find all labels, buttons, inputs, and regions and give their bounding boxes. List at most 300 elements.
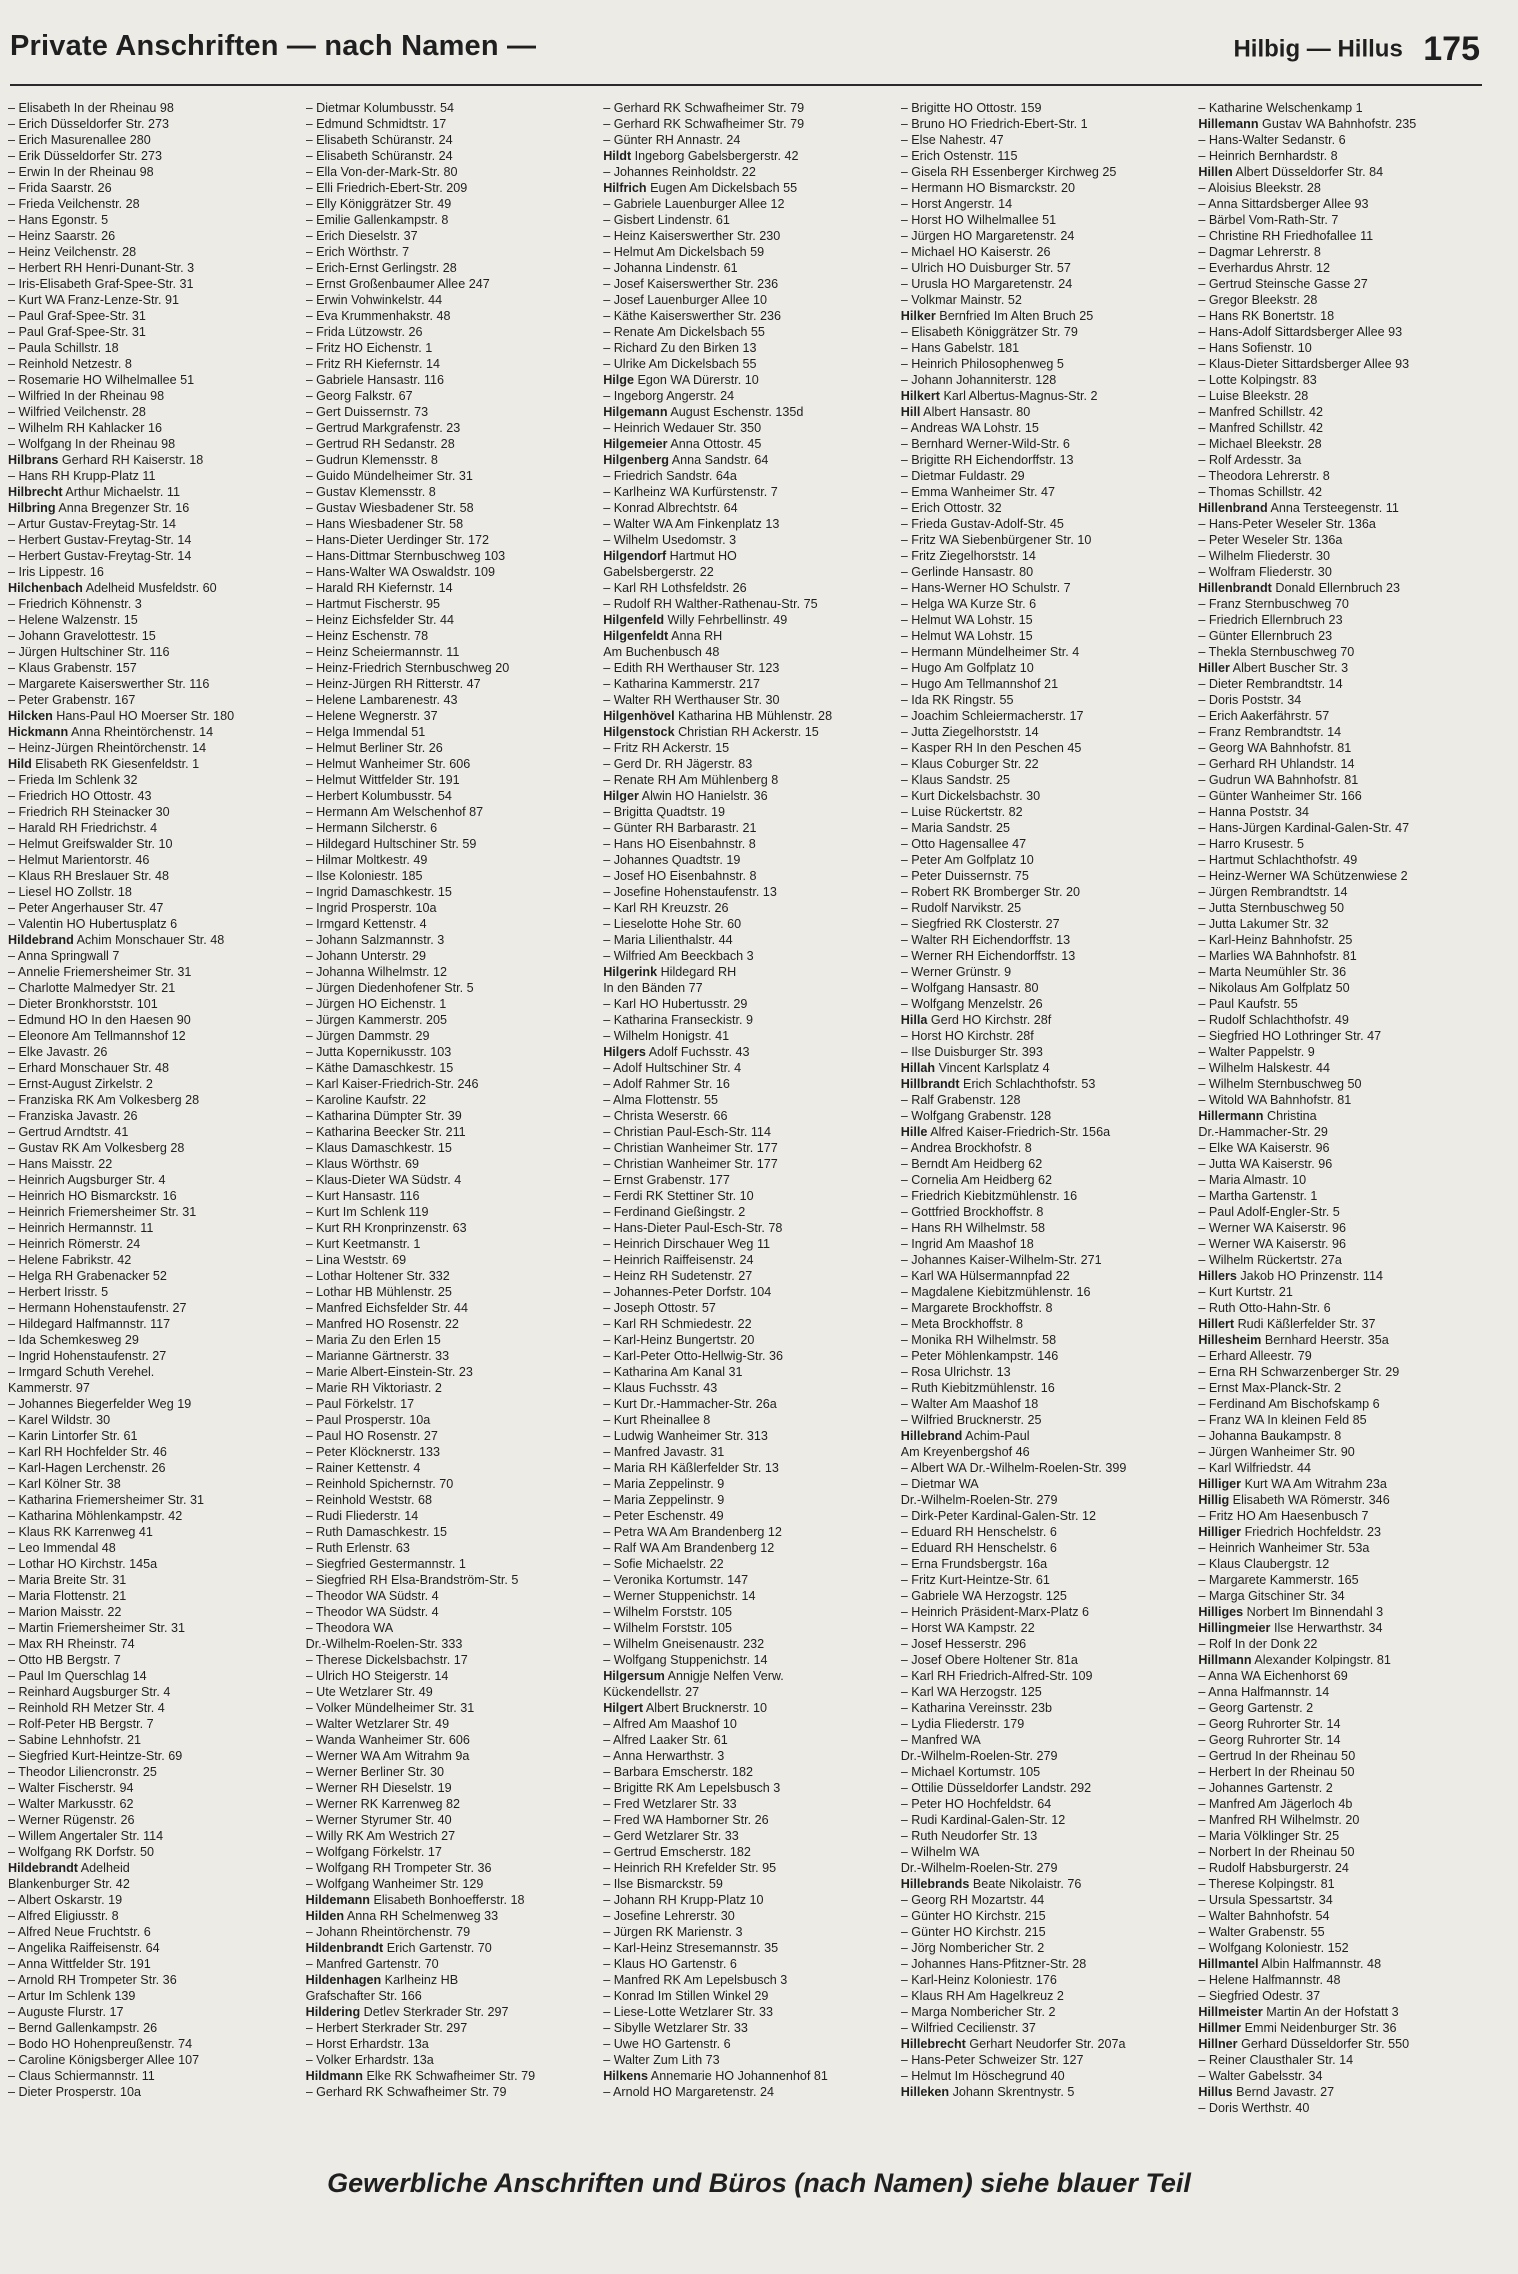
directory-entry: – Walter Fischerstr. 94 <box>8 1781 134 1795</box>
footer-note: Gewerbliche Anschriften und Büros (nach Namen) siehe blauer Teil <box>327 2168 1191 2198</box>
directory-entry: – Paul Im Querschlag 14 <box>8 1669 147 1683</box>
directory-entry: – Hans Maisstr. 22 <box>8 1157 113 1171</box>
directory-entry: – Klaus Coburger Str. 22 <box>900 757 1039 771</box>
directory-entry: – Lina Weststr. 69 <box>305 1253 407 1267</box>
directory-entry: – Wilhelm Fliederstr. 30 <box>1198 549 1330 563</box>
directory-entry: – Wilhelm WA <box>900 1845 980 1859</box>
directory-entry: – Bärbel Vom-Rath-Str. 7 <box>1198 213 1339 227</box>
directory-entry: – Friedrich RH Steinacker 30 <box>8 805 170 819</box>
directory-entry: – Siegfried Gestermannstr. 1 <box>305 1557 466 1571</box>
directory-entry: – Wilhelm Halskestr. 44 <box>1198 1061 1330 1075</box>
directory-entry: – Günter HO Kirchstr. 215 <box>900 1909 1046 1923</box>
directory-entry: Hilgenhövel Katharina HB Mühlenstr. 28 <box>603 709 833 723</box>
directory-entry: Hilkert Karl Albertus-Magnus-Str. 2 <box>900 389 1098 403</box>
directory-entry: – Wilhelm Honigstr. 41 <box>603 1029 730 1043</box>
directory-entry: – Edmund Schmidtstr. 17 <box>305 117 447 131</box>
directory-entry: – Peter Am Golfplatz 10 <box>900 853 1034 867</box>
directory-entry: – Harald RH Friedrichstr. 4 <box>8 821 158 835</box>
directory-entry: – Kasper RH In den Peschen 45 <box>900 741 1082 755</box>
directory-entry: – Jürgen Wanheimer Str. 90 <box>1198 1445 1355 1459</box>
directory-entry: – Horst Angerstr. 14 <box>900 197 1013 211</box>
directory-entry: – Johannes Gartenstr. 2 <box>1198 1781 1333 1795</box>
directory-entry: Dr.-Wilhelm-Roelen-Str. 333 <box>305 1637 463 1651</box>
directory-entry: Hilgenfeldt Anna RH <box>603 629 723 643</box>
directory-entry: – Luise Bleekstr. 28 <box>1198 389 1309 403</box>
directory-entry: Dr.-Hammacher-Str. 29 <box>1198 1125 1328 1139</box>
directory-entry: – Caroline Königsberger Allee 107 <box>8 2053 200 2067</box>
directory-entry: – Ulrich HO Duisburger Str. 57 <box>900 261 1071 275</box>
directory-entry: – Günter RH Annastr. 24 <box>603 133 741 147</box>
directory-entry: – Alma Flottenstr. 55 <box>603 1093 718 1107</box>
directory-entry: – Klaus Grabenstr. 157 <box>8 661 137 675</box>
directory-entry: – Kurt Keetmanstr. 1 <box>305 1237 421 1251</box>
directory-entry: – Wilhelm Forststr. 105 <box>603 1621 732 1635</box>
directory-entry: – Marta Neumühler Str. 36 <box>1198 965 1347 979</box>
directory-entry: – Walter RH Werthauser Str. 30 <box>603 693 780 707</box>
directory-entry: – Maria Zu den Erlen 15 <box>305 1333 441 1347</box>
directory-entry: – Ernst-August Zirkelstr. 2 <box>8 1077 153 1091</box>
directory-entry: – Herbert In der Rheinau 50 <box>1198 1765 1355 1779</box>
directory-entry: – Werner RH Dieselstr. 19 <box>305 1781 452 1795</box>
directory-entry: – Petra WA Am Brandenberg 12 <box>603 1525 782 1539</box>
directory-entry: – Käthe Damaschkestr. 15 <box>305 1061 454 1075</box>
directory-entry: – Eduard RH Henschelstr. 6 <box>900 1541 1057 1555</box>
directory-entry: – Josef Kaiserswerther Str. 236 <box>603 277 779 291</box>
directory-columns <box>8 100 1488 2130</box>
directory-entry: – Walter Pappelstr. 9 <box>1198 1045 1315 1059</box>
directory-entry: – Aloisius Bleekstr. 28 <box>1198 181 1321 195</box>
directory-entry: – Manfred Am Jägerloch 4b <box>1198 1797 1353 1811</box>
directory-entry: – Gerd Dr. RH Jägerstr. 83 <box>603 757 753 771</box>
directory-entry: – Gert Duissernstr. 73 <box>305 405 429 419</box>
directory-entry: – Walter Grabenstr. 55 <box>1198 1925 1325 1939</box>
directory-entry: – Paul Graf-Spee-Str. 31 <box>8 325 146 339</box>
directory-entry: – Johanna Lindenstr. 61 <box>603 261 738 275</box>
directory-entry: – Gertrud In der Rheinau 50 <box>1198 1749 1356 1763</box>
directory-entry: – Bruno HO Friedrich-Ebert-Str. 1 <box>900 117 1088 131</box>
directory-entry: – Ida RK Ringstr. 55 <box>900 693 1014 707</box>
directory-entry: – Reinhold Weststr. 68 <box>305 1493 433 1507</box>
directory-entry: – Gustav Wiesbadener Str. 58 <box>305 501 474 515</box>
directory-entry: – Hans-Walter Sedanstr. 6 <box>1198 133 1346 147</box>
directory-entry: – Elli Friedrich-Ebert-Str. 209 <box>305 181 468 195</box>
directory-entry: – Hartmut Fischerstr. 95 <box>305 597 440 611</box>
directory-entry: – Hans Egonstr. 5 <box>8 213 109 227</box>
directory-entry: – Ludwig Wanheimer Str. 313 <box>603 1429 768 1443</box>
directory-entry: Hillah Vincent Karlsplatz 4 <box>900 1061 1050 1075</box>
directory-entry: – Heinz-Jürgen Rheintörchenstr. 14 <box>8 741 207 755</box>
directory-entry: – Klaus Sandstr. 25 <box>900 773 1010 787</box>
directory-entry: – Hans Gabelstr. 181 <box>900 341 1020 355</box>
directory-entry: – Auguste Flurstr. 17 <box>8 2005 124 2019</box>
directory-entry: – Karl-Heinz Koloniestr. 176 <box>900 1973 1057 1987</box>
directory-entry: – Herbert Gustav-Freytag-Str. 14 <box>8 549 192 563</box>
directory-entry: – Heinrich RH Krefelder Str. 95 <box>603 1861 777 1875</box>
directory-entry: – Jürgen HO Margaretenstr. 24 <box>900 229 1075 243</box>
directory-entry: – Maria Sandstr. 25 <box>900 821 1010 835</box>
directory-entry: – Helmut WA Lohstr. 15 <box>900 629 1033 643</box>
directory-entry: – Werner Rügenstr. 26 <box>8 1813 135 1827</box>
directory-entry: Kammerstr. 97 <box>8 1381 90 1395</box>
directory-entry: Hilchenbach Adelheid Musfeldstr. 60 <box>8 581 217 595</box>
directory-entry: – Walter Markusstr. 62 <box>8 1797 134 1811</box>
directory-entry: – Norbert In der Rheinau 50 <box>1198 1845 1355 1859</box>
directory-entry: – Artur Im Schlenk 139 <box>8 1989 136 2003</box>
directory-entry: – Ilse Bismarckstr. 59 <box>603 1877 723 1891</box>
directory-entry: Hiller Albert Buscher Str. 3 <box>1198 661 1349 675</box>
directory-entry: – Karl Kölner Str. 38 <box>8 1477 121 1491</box>
directory-entry: – Richard Zu den Birken 13 <box>603 341 757 355</box>
directory-entry: – Artur Gustav-Freytag-Str. 14 <box>8 517 176 531</box>
directory-entry: – Hans RH Krupp-Platz 11 <box>8 469 156 483</box>
directory-entry: – Peter Duissernstr. 75 <box>900 869 1029 883</box>
directory-entry: Kückendellstr. 27 <box>603 1685 700 1699</box>
directory-entry: – Heinz Eichsfelder Str. 44 <box>305 613 454 627</box>
directory-entry: – Georg Gartenstr. 2 <box>1198 1701 1314 1715</box>
directory-entry: – Maria Zeppelinstr. 9 <box>603 1477 725 1491</box>
directory-entry: – Valentin HO Hubertusplatz 6 <box>8 917 178 931</box>
directory-entry: – Martha Gartenstr. 1 <box>1198 1189 1318 1203</box>
directory-entry: – Frieda Im Schlenk 32 <box>8 773 138 787</box>
directory-entry: Hilbring Anna Bregenzer Str. 16 <box>8 501 190 515</box>
directory-entry: – Gertrud Steinsche Gasse 27 <box>1198 277 1368 291</box>
directory-entry: – Erhard Monschauer Str. 48 <box>8 1061 170 1075</box>
directory-entry: – Manfred WA <box>900 1733 981 1747</box>
directory-entry: – Dietmar Kolumbusstr. 54 <box>305 101 454 115</box>
directory-entry: – Ferdinand Gießingstr. 2 <box>603 1205 746 1219</box>
directory-entry: – Erna Frundsbergstr. 16a <box>900 1557 1048 1571</box>
directory-entry: – Albert Oskarstr. 19 <box>8 1893 123 1907</box>
directory-entry: – Reinhold Netzestr. 8 <box>8 357 132 371</box>
directory-entry: – Christian Wanheimer Str. 177 <box>603 1141 778 1155</box>
directory-entry: – Wolfgang RH Trompeter Str. 36 <box>305 1861 492 1875</box>
directory-entry: – Hans-Dittmar Sternbuschweg 103 <box>305 549 506 563</box>
directory-entry: – Alfred Eligiusstr. 8 <box>8 1909 119 1923</box>
directory-entry: – Ferdi RK Stettiner Str. 10 <box>603 1189 754 1203</box>
directory-entry: – Johannes-Peter Dorfstr. 104 <box>603 1285 772 1299</box>
directory-entry: – Wolfgang Förkelstr. 17 <box>305 1845 442 1859</box>
directory-entry: Hild Elisabeth RK Giesenfeldstr. 1 <box>8 757 200 771</box>
directory-entry: – Ferdinand Am Bischofskamp 6 <box>1198 1397 1380 1411</box>
directory-entry: – Renate Am Dickelsbach 55 <box>603 325 765 339</box>
directory-entry: Hilden Anna RH Schelmenweg 33 <box>305 1909 499 1923</box>
directory-entry: – Friedrich HO Ottostr. 43 <box>8 789 152 803</box>
directory-entry: – Theodor WA Südstr. 4 <box>305 1605 439 1619</box>
directory-entry: Hilgersum Annigje Nelfen Verw. <box>603 1669 784 1683</box>
directory-entry: – Volkmar Mainstr. 52 <box>900 293 1022 307</box>
directory-entry: – Werner Styrumer Str. 40 <box>305 1813 452 1827</box>
directory-entry: – Manfred RH Wilhelmstr. 20 <box>1198 1813 1360 1827</box>
directory-entry: Hille Alfred Kaiser-Friedrich-Str. 156a <box>900 1125 1111 1139</box>
page-number: 175 <box>1423 30 1480 68</box>
directory-entry: – Erich Wörthstr. 7 <box>305 245 410 259</box>
directory-entry: – Dieter Prosperstr. 10a <box>8 2085 141 2099</box>
directory-entry: Hilkens Annemarie HO Johannenhof 81 <box>603 2069 828 2083</box>
directory-entry: – Siegfried RH Elsa-Brandström-Str. 5 <box>305 1573 519 1587</box>
directory-entry: – Werner Berliner Str. 30 <box>305 1765 444 1779</box>
directory-entry: – Karl RH Hochfelder Str. 46 <box>8 1445 167 1459</box>
directory-entry: – Helmut Greifswalder Str. 10 <box>8 837 173 851</box>
directory-entry: – Ida Schemkesweg 29 <box>8 1333 139 1347</box>
directory-entry: – Walter Bahnhofstr. 54 <box>1198 1909 1330 1923</box>
directory-entry: – Friedrich Sandstr. 64a <box>603 469 737 483</box>
directory-entry: – Emilie Gallenkampstr. 8 <box>305 213 449 227</box>
directory-entry: – Helga WA Kurze Str. 6 <box>900 597 1037 611</box>
directory-entry: – Gudrun Klemensstr. 8 <box>305 453 438 467</box>
directory-entry: Hillers Jakob HO Prinzenstr. 114 <box>1198 1269 1383 1283</box>
directory-entry: – Maria Zeppelinstr. 9 <box>603 1493 725 1507</box>
directory-entry: Hillen Albert Düsseldorfer Str. 84 <box>1198 165 1384 179</box>
directory-entry: – Jutta Kopernikusstr. 103 <box>305 1045 452 1059</box>
directory-entry: – Siegfried HO Lothringer Str. 47 <box>1198 1029 1382 1043</box>
directory-entry: – Heinrich Raiffeisenstr. 24 <box>603 1253 754 1267</box>
directory-entry: Hilfrich Eugen Am Dickelsbach 55 <box>603 181 798 195</box>
directory-column-5 <box>1198 100 1488 2130</box>
directory-entry: – Werner Stuppenichstr. 14 <box>603 1589 756 1603</box>
directory-entry: – Andreas WA Lohstr. 15 <box>900 421 1039 435</box>
directory-entry: – Wilfried Cecilienstr. 37 <box>900 2021 1036 2035</box>
directory-entry: – Hans Wiesbadener Str. 58 <box>305 517 464 531</box>
directory-entry: – Heinz Eschenstr. 78 <box>305 629 429 643</box>
directory-entry: – Klaus RH Am Hagelkreuz 2 <box>900 1989 1064 2003</box>
directory-entry: – Uwe HO Gartenstr. 6 <box>603 2037 731 2051</box>
directory-entry: – Konrad Im Stillen Winkel 29 <box>603 1989 769 2003</box>
directory-entry: – Franz Sternbuschweg 70 <box>1198 597 1349 611</box>
directory-entry: – Georg Ruhrorter Str. 14 <box>1198 1733 1341 1747</box>
directory-entry: – Karlheinz WA Kurfürstenstr. 7 <box>603 485 778 499</box>
directory-entry: – Ilse Koloniestr. 185 <box>305 869 423 883</box>
directory-entry: – Marie Albert-Einstein-Str. 23 <box>305 1365 473 1379</box>
directory-entry: – Helmut Im Höschegrund 40 <box>900 2069 1065 2083</box>
directory-entry: – Peter HO Hochfeldstr. 64 <box>900 1797 1052 1811</box>
directory-entry: – Christian Wanheimer Str. 177 <box>603 1157 778 1171</box>
directory-entry: – Helmut Berliner Str. 26 <box>305 741 443 755</box>
directory-entry: – Rudi Kardinal-Galen-Str. 12 <box>900 1813 1066 1827</box>
directory-entry: – Anna Sittardsberger Allee 93 <box>1198 197 1369 211</box>
directory-entry: Hillingmeier Ilse Herwarthstr. 34 <box>1198 1621 1383 1635</box>
directory-entry: Am Kreyenbergshof 46 <box>900 1445 1030 1459</box>
directory-column-2 <box>306 100 596 2130</box>
directory-entry: – Karl RH Schmiedestr. 22 <box>603 1317 752 1331</box>
directory-entry: – Anna WA Eichenhorst 69 <box>1198 1669 1348 1683</box>
directory-entry: – Elke WA Kaiserstr. 96 <box>1198 1141 1330 1155</box>
directory-entry: – Siegfried Kurt-Heintze-Str. 69 <box>8 1749 183 1763</box>
directory-entry: – Maria RH Käßlerfelder Str. 13 <box>603 1461 779 1475</box>
directory-entry: – Dietmar WA <box>900 1477 979 1491</box>
directory-entry: – Elisabeth Königgrätzer Str. 79 <box>900 325 1078 339</box>
directory-entry: – Rudolf Habsburgerstr. 24 <box>1198 1861 1349 1875</box>
directory-entry: – Heinrich Bernhardstr. 8 <box>1198 149 1338 163</box>
directory-entry: – Ruth Otto-Hahn-Str. 6 <box>1198 1301 1331 1315</box>
directory-entry: – Siegfried RK Closterstr. 27 <box>900 917 1060 931</box>
directory-entry: – Gustav Klemensstr. 8 <box>305 485 436 499</box>
directory-entry: – Gudrun WA Bahnhofstr. 81 <box>1198 773 1359 787</box>
directory-entry: – Hermann HO Bismarckstr. 20 <box>900 181 1076 195</box>
directory-entry: – Rainer Kettenstr. 4 <box>305 1461 421 1475</box>
directory-entry: – Ernst Grabenstr. 177 <box>603 1173 730 1187</box>
directory-entry: – Wolfgang In der Rheinau 98 <box>8 437 176 451</box>
directory-entry: – Frida Saarstr. 26 <box>8 181 112 195</box>
directory-entry: – Helene Lambarenestr. 43 <box>305 693 458 707</box>
directory-entry: – Klaus HO Gartenstr. 6 <box>603 1957 737 1971</box>
directory-entry: Hillig Elisabeth WA Römerstr. 346 <box>1198 1493 1390 1507</box>
directory-entry: – Anna Wittfelder Str. 191 <box>8 1957 151 1971</box>
directory-entry: Hillebrecht Gerhart Neudorfer Str. 207a <box>900 2037 1126 2051</box>
directory-entry: – Ingrid Damaschkestr. 15 <box>305 885 452 899</box>
directory-entry: – Lothar Holtener Str. 332 <box>305 1269 450 1283</box>
directory-entry: – Elisabeth Schüranstr. 24 <box>305 133 453 147</box>
directory-entry: – Karl-Heinz Bahnhofstr. 25 <box>1198 933 1353 947</box>
directory-entry: – Peter Weseler Str. 136a <box>1198 533 1343 547</box>
directory-entry: – Liese-Lotte Wetzlarer Str. 33 <box>603 2005 774 2019</box>
directory-entry: – Katharina Friemersheimer Str. 31 <box>8 1493 204 1507</box>
directory-entry: – Frida Lützowstr. 26 <box>305 325 423 339</box>
directory-entry: – Jutta Sternbuschweg 50 <box>1198 901 1344 915</box>
directory-entry: – Wolfgang Hansastr. 80 <box>900 981 1039 995</box>
directory-entry: – Theodora Lehrerstr. 8 <box>1198 469 1330 483</box>
directory-entry: – Ernst Großenbaumer Allee 247 <box>305 277 490 291</box>
directory-entry: – Witold WA Bahnhofstr. 81 <box>1198 1093 1352 1107</box>
directory-entry: Hilliger Kurt WA Am Witrahm 23a <box>1198 1477 1387 1491</box>
directory-entry: – Paul HO Rosenstr. 27 <box>305 1429 438 1443</box>
directory-entry: – Gertrud Markgrafenstr. 23 <box>305 421 461 435</box>
directory-entry: – Heinz Scheiermannstr. 11 <box>305 645 460 659</box>
directory-entry: – Nikolaus Am Golfplatz 50 <box>1198 981 1350 995</box>
directory-entry: – Hugo Am Tellmannshof 21 <box>900 677 1059 691</box>
directory-entry: – Lothar HO Kirchstr. 145a <box>8 1557 158 1571</box>
directory-entry: – Heinrich Friemersheimer Str. 31 <box>8 1205 197 1219</box>
directory-entry: – Konrad Albrechtstr. 64 <box>603 501 738 515</box>
directory-entry: – Johann Johanniterstr. 128 <box>900 373 1057 387</box>
directory-entry: – Alfred Neue Fruchtstr. 6 <box>8 1925 151 1939</box>
directory-entry: – Hugo Am Golfplatz 10 <box>900 661 1034 675</box>
directory-entry: – Fritz RH Ackerstr. 15 <box>603 741 730 755</box>
directory-entry: – Erich Ostenstr. 115 <box>900 149 1018 163</box>
directory-entry: – Helmut Wanheimer Str. 606 <box>305 757 471 771</box>
directory-entry: – Christa Weserstr. 66 <box>603 1109 728 1123</box>
directory-entry: Hilgerink Hildegard RH <box>603 965 737 979</box>
directory-entry: Hilbrecht Arthur Michaelstr. 11 <box>8 485 180 499</box>
directory-entry: – Anna Springwall 7 <box>8 949 120 963</box>
directory-entry: Dr.-Wilhelm-Roelen-Str. 279 <box>900 1749 1058 1763</box>
directory-entry: – Helene Fabrikstr. 42 <box>8 1253 132 1267</box>
directory-entry: – Josef Obere Holtener Str. 81a <box>900 1653 1078 1667</box>
directory-entry: – Johann Salzmannstr. 3 <box>305 933 445 947</box>
directory-entry: – Walter Wetzlarer Str. 49 <box>305 1717 450 1731</box>
directory-entry: – Doris Werthstr. 40 <box>1198 2101 1310 2115</box>
directory-entry: – Margarete Brockhoffstr. 8 <box>900 1301 1053 1315</box>
directory-entry: – Karl-Peter Otto-Hellwig-Str. 36 <box>603 1349 784 1363</box>
directory-entry: – Johannes Hans-Pfitzner-Str. 28 <box>900 1957 1087 1971</box>
directory-entry: – Wolfgang Wanheimer Str. 129 <box>305 1877 484 1891</box>
directory-column-1 <box>8 100 298 2130</box>
directory-entry: – Katharine Welschenkamp 1 <box>1198 101 1363 115</box>
directory-entry: – Ernst Max-Planck-Str. 2 <box>1198 1381 1342 1395</box>
directory-entry: – Anna Herwarthstr. 3 <box>603 1749 725 1763</box>
directory-entry: – Fritz RH Kiefernstr. 14 <box>305 357 440 371</box>
directory-entry: Hillmantel Albin Halfmannstr. 48 <box>1198 1957 1382 1971</box>
directory-entry: – Katharina Am Kanal 31 <box>603 1365 743 1379</box>
directory-entry: – Günter Ellernbruch 23 <box>1198 629 1333 643</box>
directory-entry: – Heinz-Jürgen RH Ritterstr. 47 <box>305 677 481 691</box>
directory-entry: – Margarete Kaiserswerther Str. 116 <box>8 677 210 691</box>
directory-entry: – Hans-Dieter Uerdinger Str. 172 <box>305 533 489 547</box>
directory-entry: – Wilfried Am Beeckbach 3 <box>603 949 754 963</box>
directory-entry: – Gisbert Lindenstr. 61 <box>603 213 730 227</box>
directory-entry: – Marion Maisstr. 22 <box>8 1605 122 1619</box>
directory-entry: Hilcken Hans-Paul HO Moerser Str. 180 <box>8 709 235 723</box>
directory-entry: – Siegfried Odestr. 37 <box>1198 1989 1321 2003</box>
directory-entry: – Wilfried Veilchenstr. 28 <box>8 405 146 419</box>
directory-entry: Hillebrands Beate Nikolaistr. 76 <box>900 1877 1082 1891</box>
directory-entry: – Peter Klöcknerstr. 133 <box>305 1445 440 1459</box>
directory-entry: – Peter Möhlenkampstr. 146 <box>900 1349 1059 1363</box>
directory-entry: – Friedrich Kiebitzmühlenstr. 16 <box>900 1189 1078 1203</box>
directory-entry: – Hans RH Wilhelmstr. 58 <box>900 1221 1045 1235</box>
directory-entry: – Rolf In der Donk 22 <box>1198 1637 1318 1651</box>
directory-entry: – Edith RH Werthauser Str. 123 <box>603 661 780 675</box>
directory-entry: – Ruth Damaschkestr. 15 <box>305 1525 447 1539</box>
directory-entry: – Maria Almastr. 10 <box>1198 1173 1307 1187</box>
directory-entry: – Bernhard Werner-Wild-Str. 6 <box>900 437 1070 451</box>
directory-entry: – Jutta Lakumer Str. 32 <box>1198 917 1329 931</box>
directory-entry: – Karl WA Hülsermannpfad 22 <box>900 1269 1070 1283</box>
directory-entry: – Therese Dickelsbachstr. 17 <box>305 1653 468 1667</box>
directory-entry: – Karl HO Hubertusstr. 29 <box>603 997 748 1011</box>
directory-entry: – Johannes Quadtstr. 19 <box>603 853 741 867</box>
directory-entry: – Hans-Adolf Sittardsberger Allee 93 <box>1198 325 1403 339</box>
directory-entry: – Wilhelm Gneisenaustr. 232 <box>603 1637 765 1651</box>
directory-entry: Hillner Gerhard Düsseldorfer Str. 550 <box>1198 2037 1410 2051</box>
directory-entry: – Wolfgang Stuppenichstr. 14 <box>603 1653 768 1667</box>
directory-entry: – Helmut WA Lohstr. 15 <box>900 613 1033 627</box>
directory-entry: – Wanda Wanheimer Str. 606 <box>305 1733 470 1747</box>
directory-entry: – Manfred Gartenstr. 70 <box>305 1957 439 1971</box>
directory-entry: – Erna RH Schwarzenberger Str. 29 <box>1198 1365 1400 1379</box>
directory-entry: – Eduard RH Henschelstr. 6 <box>900 1525 1057 1539</box>
directory-entry: Hilgenfeld Willy Fehrbellinstr. 49 <box>603 613 788 627</box>
directory-entry: – Hans HO Eisenbahnstr. 8 <box>603 837 756 851</box>
directory-entry: – Dieter Rembrandtstr. 14 <box>1198 677 1343 691</box>
directory-entry: Hillebrand Achim-Paul <box>900 1429 1030 1443</box>
directory-entry: – Willy RK Am Westrich 27 <box>305 1829 456 1843</box>
directory-entry: – Erwin In der Rheinau 98 <box>8 165 154 179</box>
directory-entry: – Brigitta Quadtstr. 19 <box>603 805 725 819</box>
directory-entry: Hildenhagen Karlheinz HB <box>305 1973 459 1987</box>
directory-entry: – Reinhard Augsburger Str. 4 <box>8 1685 171 1699</box>
directory-entry: – Robert RK Bromberger Str. 20 <box>900 885 1080 899</box>
directory-entry: – Fritz WA Siebenbürgener Str. 10 <box>900 533 1092 547</box>
directory-entry: – Käthe Kaiserswerther Str. 236 <box>603 309 781 323</box>
directory-entry: – Helene Walzenstr. 15 <box>8 613 138 627</box>
directory-entry: – Ingrid Hohenstaufenstr. 27 <box>8 1349 167 1363</box>
directory-entry: – Frieda Gustav-Adolf-Str. 45 <box>900 517 1064 531</box>
directory-entry: – Peter Angerhauser Str. 47 <box>8 901 164 915</box>
directory-entry: – Marga Nombericher Str. 2 <box>900 2005 1056 2019</box>
directory-entry: – Dagmar Lehrerstr. 8 <box>1198 245 1321 259</box>
directory-entry: – Fred Wetzlarer Str. 33 <box>603 1797 737 1811</box>
directory-entry: – Dirk-Peter Kardinal-Galen-Str. 12 <box>900 1509 1097 1523</box>
directory-entry: – Helmut Am Dickelsbach 59 <box>603 245 765 259</box>
directory-entry: Hilgert Albert Brucknerstr. 10 <box>603 1701 767 1715</box>
directory-entry: Hickmann Anna Rheintörchenstr. 14 <box>8 725 214 739</box>
directory-entry: – Ralf WA Am Brandenberg 12 <box>603 1541 775 1555</box>
directory-entry: – Gustav RK Am Volkesberg 28 <box>8 1141 185 1155</box>
directory-entry: – Ottilie Düsseldorfer Landstr. 292 <box>900 1781 1092 1795</box>
directory-entry: – Rolf-Peter HB Bergstr. 7 <box>8 1717 154 1731</box>
directory-entry: – Wolfgang RK Dorfstr. 50 <box>8 1845 155 1859</box>
directory-entry: – Karin Lintorfer Str. 61 <box>8 1429 138 1443</box>
